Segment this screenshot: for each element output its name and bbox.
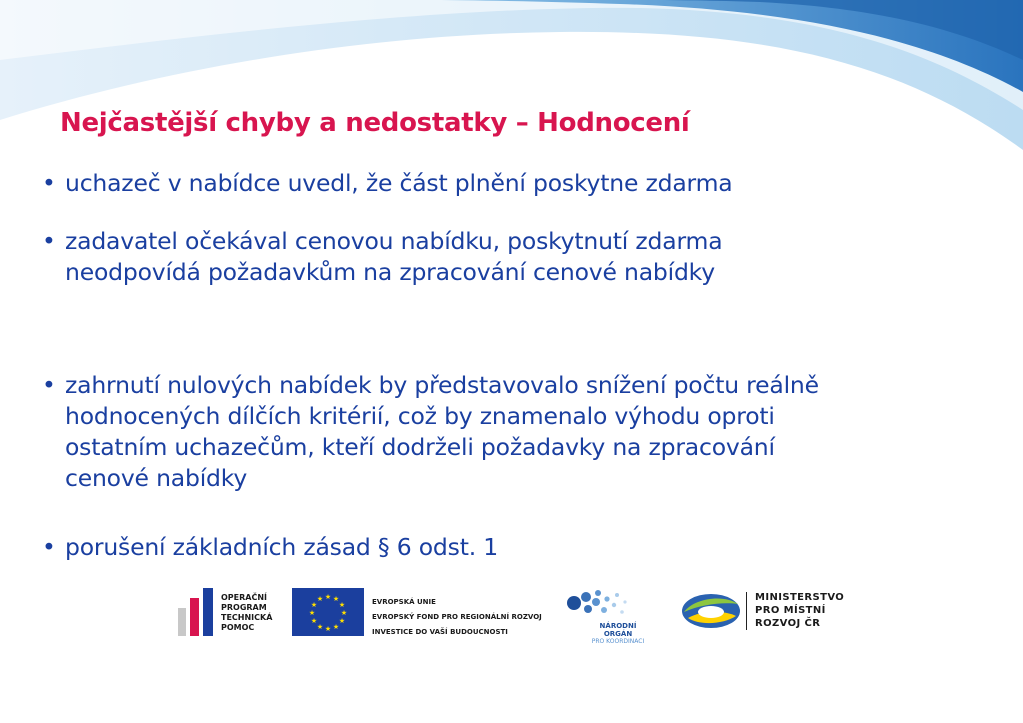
svg-text:★: ★ — [338, 601, 346, 609]
bullet-text — [65, 168, 1002, 199]
bullet-line: neodpovídá požadavkům na zpracování cenové nabídky — [65, 258, 715, 286]
svg-text:★: ★ — [324, 625, 332, 633]
eu-line: INVESTICE DO VAŠÍ BUDOUCNOSTI — [372, 628, 508, 636]
op-line: PROGRAM — [221, 603, 267, 612]
narodni-organ-line: NÁRODNÍ ORGÁN — [599, 622, 637, 638]
bullet-line: hodnocených dílčích kritérií, což by znamenalo výhodu oproti — [65, 402, 775, 430]
svg-text:★: ★ — [310, 617, 318, 625]
slide-title: Nejčastější chyby a nedostatky – Hodnocení — [60, 108, 690, 138]
mmr-emblem-icon — [680, 590, 742, 632]
svg-text:★: ★ — [316, 623, 324, 631]
bullet-item — [42, 370, 1002, 494]
eu-flag-icon — [292, 588, 364, 636]
eu-text — [372, 595, 542, 640]
svg-text:★: ★ — [308, 609, 316, 617]
narodni-organ-line: PRO KOORDINACI — [591, 638, 645, 645]
svg-text:★: ★ — [338, 617, 346, 625]
mmr-text — [755, 591, 844, 630]
op-bars-icon — [176, 586, 218, 638]
op-line: TECHNICKÁ — [221, 613, 273, 622]
bullet-dot: • — [42, 533, 56, 561]
bullet-line: cenové nabídky — [65, 464, 248, 492]
bullet-dot: • — [42, 371, 56, 399]
bullet-item — [42, 226, 1002, 288]
narodni-organ-text — [588, 622, 648, 645]
op-line: POMOC — [221, 623, 255, 632]
op-technicka-pomoc-logo — [176, 584, 276, 640]
op-line: OPERAČNÍ — [221, 593, 268, 602]
mmr-line: ROZVOJ ČR — [755, 618, 821, 629]
svg-text:★: ★ — [332, 623, 340, 631]
mmr-divider — [746, 592, 747, 630]
eu-line: EVROPSKÝ FOND PRO REGIONÁLNÍ ROZVOJ — [372, 613, 542, 621]
svg-text:★: ★ — [332, 595, 340, 603]
bullet-dot: • — [42, 169, 56, 197]
bullet-item — [42, 168, 1002, 199]
svg-text:★: ★ — [316, 595, 324, 603]
svg-text:★: ★ — [340, 609, 348, 617]
svg-text:★: ★ — [310, 601, 318, 609]
bullet-text — [65, 226, 1002, 288]
bullet-text — [65, 532, 1002, 563]
mmr-line: PRO MÍSTNÍ — [755, 605, 826, 616]
bullet-line: porušení základních zásad § 6 odst. 1 — [65, 533, 498, 561]
bullet-item — [42, 532, 1002, 563]
logo-strip — [0, 580, 1023, 650]
mmr-line: MINISTERSTVO — [755, 592, 845, 603]
bullet-dot: • — [42, 227, 56, 255]
bullet-line: zahrnutí nulových nabídek by představovalo snížení počtu reálně — [65, 371, 819, 399]
bullet-line: uchazeč v nabídce uvedl, že část plnění poskytne zdarma — [65, 169, 733, 197]
narodni-organ-dots-icon — [562, 585, 632, 621]
bullet-line: zadavatel očekával cenovou nabídku, poskytnutí zdarma — [65, 227, 723, 255]
svg-text:★: ★ — [324, 593, 332, 601]
eu-line: EVROPSKÁ UNIE — [372, 598, 436, 606]
bullet-text — [65, 370, 1002, 494]
bullet-line: ostatním uchazečům, kteří dodrželi požadavky na zpracování — [65, 433, 775, 461]
